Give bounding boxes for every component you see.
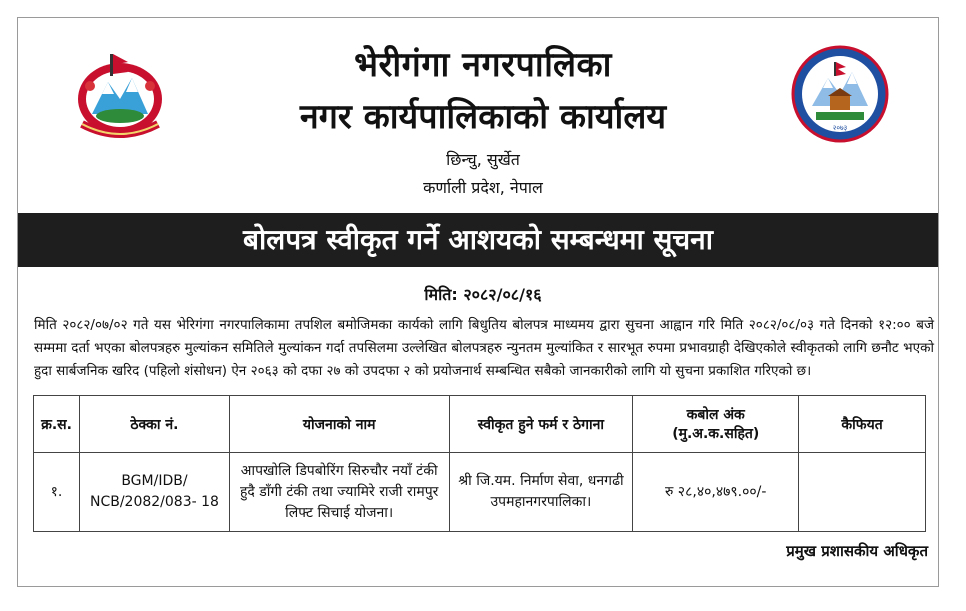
notice-date: मिति: २०८२/०८/१६ bbox=[424, 285, 542, 304]
col-header-remarks: कैफियत bbox=[799, 396, 926, 453]
cell-firm-address: श्री जि.यम. निर्माण सेवा, धनगढी उपमहानगरपालिका। bbox=[449, 453, 633, 532]
col-header-project-name: योजनाको नाम bbox=[229, 396, 449, 453]
address-line-1: छिन्चु, सुर्खेत bbox=[446, 150, 520, 169]
bid-table bbox=[33, 395, 926, 532]
notice-body: मिति २०८२/०७/०२ गते यस भेरिगंगा नगरपालिकामा तपशिल बमोजिमका कार्यको लागि बिधुतिय बोलपत्र माध्यमय द्वारा सुचना आह्वान गरि मिति २०८२/०८/०३ गते दिनको १२:०० बजे सम्ममा दर्ता भएका बोलपत्रहरु मुल्यांकन समितिले मुल्यांकन गर्दा तपसिलमा उल्लेखित बोलपत्रहरु न्युनतम मुल्यांकित र सारभूत रुपमा प्रभावग्राही देखिएकोले स्वीकृतको लागि छनौट भएको हुदा सार्बजनिक खरिद (पहिलो शंसोधन) ऐन २०६३ को दफा २७ को उपदफा २ को प्रयोजनार्थ सम्बन्धित सबैको जानकारीको लागि यो सुचना प्रकाशित गरिएको छ। bbox=[34, 317, 934, 379]
cell-serial: १. bbox=[34, 453, 80, 532]
svg-text:२०७३: २०७३ bbox=[832, 124, 848, 132]
col-header-contract-no: ठेक्का नं. bbox=[79, 396, 229, 453]
table-header-row bbox=[34, 396, 926, 453]
col-header-bid-amount: कबोल अंक (मु.अ.क.सहित) bbox=[633, 396, 799, 453]
cell-remarks bbox=[799, 453, 926, 532]
cell-bid-amount: रु २८,४०,४७९.००/- bbox=[633, 453, 799, 532]
col-header-serial: क्र.स. bbox=[34, 396, 80, 453]
organization-name: भेरीगंगा नगरपालिका bbox=[354, 45, 612, 85]
table-row bbox=[34, 453, 926, 532]
signatory-title: प्रमुख प्रशासकीय अधिकृत bbox=[786, 542, 928, 560]
cell-project-name: आपखोलि डिपबोरिंग सिरुचौर नयाँ टंकी हुदै डाँगी टंकी तथा ज्यामिरे राजी रामपुर लिफ्ट सिचाई योजना। bbox=[229, 453, 449, 532]
address-line-2: कर्णाली प्रदेश, नेपाल bbox=[423, 178, 543, 197]
cell-contract-no: BGM/IDB/ NCB/2082/083- 18 bbox=[79, 453, 229, 532]
notice-title-banner: बोलपत्र स्वीकृत गर्ने आशयको सम्बन्धमा सूचना bbox=[18, 213, 938, 267]
col-header-firm-address: स्वीकृत हुने फर्म र ठेगाना bbox=[449, 396, 633, 453]
office-name: नगर कार्यपालिकाको कार्यालय bbox=[299, 97, 667, 137]
